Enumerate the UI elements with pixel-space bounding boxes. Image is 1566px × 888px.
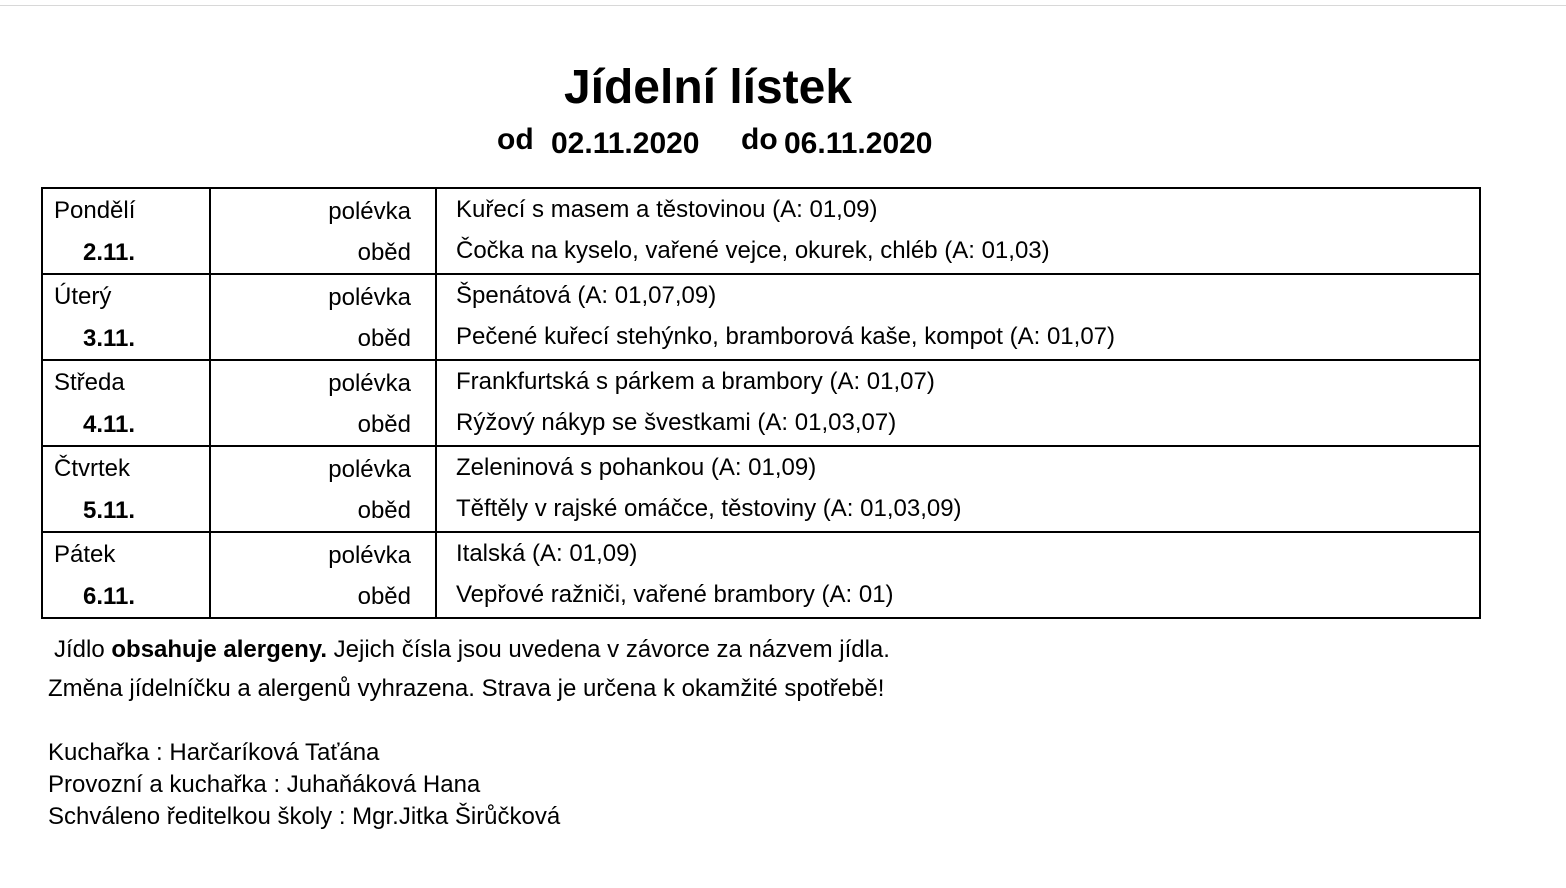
- day-cell: [42, 532, 210, 618]
- lunch-label: oběd: [357, 325, 411, 352]
- page-title: Jídelní lístek: [563, 61, 853, 114]
- day-cell: [42, 274, 210, 360]
- meal-type-cell: [210, 532, 436, 618]
- soup-dish: Italská (A: 01,09): [456, 540, 638, 567]
- meal-type-cell: [210, 274, 436, 360]
- dish-cell: [436, 274, 1480, 360]
- lunch-label: oběd: [357, 239, 411, 266]
- change-notice: Změna jídelníčku a alergenů vyhrazena. Strava je určena k okamžité spotřebě!: [48, 675, 885, 702]
- day-cell: [42, 446, 210, 532]
- dish-cell: [436, 446, 1480, 532]
- soup-dish: Špenátová (A: 01,07,09): [456, 282, 717, 309]
- day-date: 2.11.: [83, 239, 136, 266]
- soup-label: polévka: [328, 542, 411, 569]
- staff-approved: Schváleno ředitelkou školy : Mgr.Jitka Širůčková: [48, 803, 561, 830]
- dish-cell: [436, 188, 1480, 274]
- day-name: Čtvrtek: [54, 455, 131, 482]
- dish-cell: [436, 532, 1480, 618]
- meal-type-cell: [210, 188, 436, 274]
- to-label: do: [741, 123, 778, 156]
- day-name: Středa: [54, 369, 125, 396]
- lunch-label: oběd: [357, 583, 411, 610]
- day-date: 3.11.: [83, 325, 136, 352]
- day-name: Pátek: [54, 541, 116, 568]
- to-date: 06.11.2020: [784, 127, 933, 160]
- day-date: 4.11.: [83, 411, 136, 438]
- menu-row: [42, 532, 1480, 618]
- lunch-label: oběd: [357, 411, 411, 438]
- menu-row: [42, 446, 1480, 532]
- allergen-note: [54, 636, 890, 664]
- allergen-note-suffix: Jejich čísla jsou uvedena v závorce za názvem jídla.: [327, 636, 890, 663]
- soup-dish: Zeleninová s pohankou (A: 01,09): [456, 454, 817, 481]
- soup-label: polévka: [328, 456, 411, 483]
- menu-row: [42, 274, 1480, 360]
- lunch-dish: Čočka na kyselo, vařené vejce, okurek, chléb (A: 01,03): [456, 237, 1050, 264]
- dish-cell: [436, 360, 1480, 446]
- allergen-note-bold: obsahuje alergeny.: [111, 636, 327, 663]
- lunch-dish: Těftěly v rajské omáčce, těstoviny (A: 01,03,09): [456, 495, 962, 522]
- day-date: 6.11.: [83, 583, 136, 610]
- from-label: od: [497, 123, 534, 156]
- soup-dish: Kuřecí s masem a těstovinou (A: 01,09): [456, 196, 878, 223]
- menu-table: [41, 187, 1481, 619]
- day-date: 5.11.: [83, 497, 136, 524]
- soup-label: polévka: [328, 370, 411, 397]
- day-cell: [42, 360, 210, 446]
- lunch-dish: Pečené kuřecí stehýnko, bramborová kaše, kompot (A: 01,07): [456, 323, 1116, 350]
- menu-row: [42, 360, 1480, 446]
- allergen-note-prefix: Jídlo: [54, 636, 112, 663]
- staff-manager: Provozní a kuchařka : Juhaňáková Hana: [48, 771, 481, 798]
- day-cell: [42, 188, 210, 274]
- lunch-label: oběd: [357, 497, 411, 524]
- meal-type-cell: [210, 446, 436, 532]
- day-name: Úterý: [54, 283, 112, 310]
- soup-label: polévka: [328, 198, 411, 225]
- lunch-dish: Rýžový nákyp se švestkami (A: 01,03,07): [456, 409, 897, 436]
- lunch-dish: Vepřové ražniči, vařené brambory (A: 01): [456, 581, 894, 608]
- staff-cook: Kuchařka : Harčaríková Taťána: [48, 739, 380, 766]
- from-date: 02.11.2020: [551, 127, 700, 160]
- meal-type-cell: [210, 360, 436, 446]
- soup-dish: Frankfurtská s párkem a brambory (A: 01,07): [456, 368, 935, 395]
- soup-label: polévka: [328, 284, 411, 311]
- day-name: Pondělí: [54, 197, 136, 224]
- menu-row: [42, 188, 1480, 274]
- top-divider: [0, 5, 1566, 6]
